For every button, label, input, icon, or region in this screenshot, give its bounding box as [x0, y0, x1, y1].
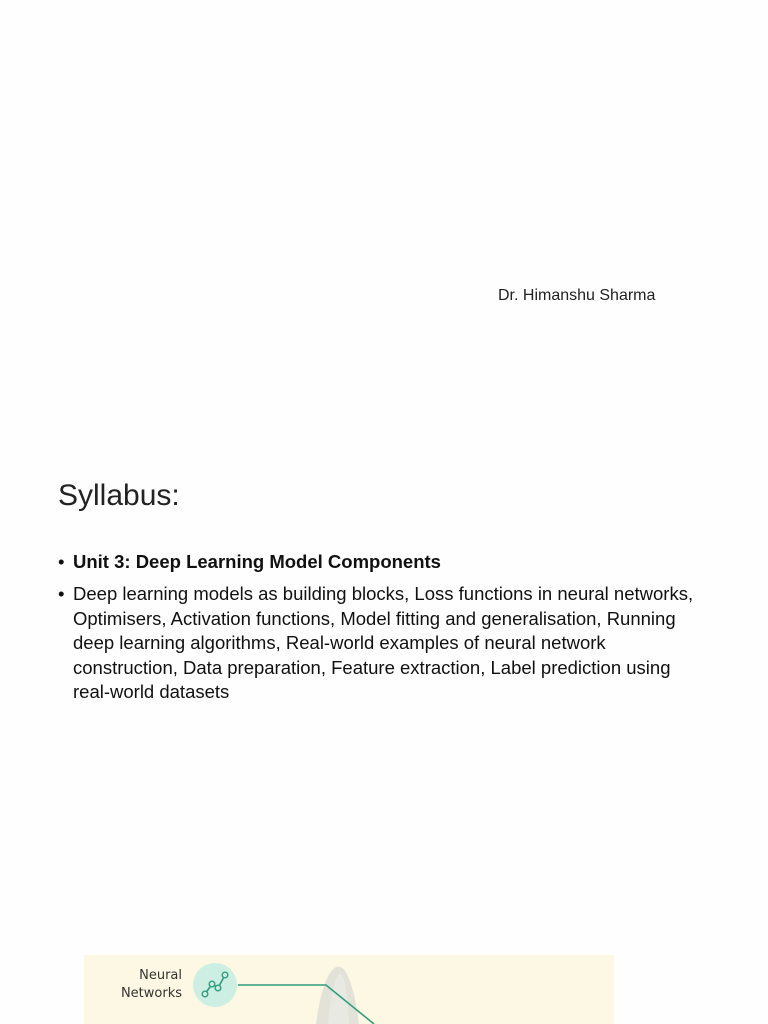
syllabus-heading: Syllabus:	[58, 479, 180, 512]
bullet-marker: •	[58, 551, 65, 572]
unit-topics: Deep learning models as building blocks, Loss functions in neural networks, Optimisers, Activation functions, Model fitting and generalisation, Running deep learning algorithms, Real-world examples of neural network construction, Data preparation, Feature extraction, Label prediction using real-world datasets	[73, 583, 694, 703]
figure-label-line: Neural	[139, 968, 182, 983]
bullet-marker: •	[58, 583, 65, 605]
list-item	[58, 582, 708, 704]
author-name: Dr. Himanshu Sharma	[498, 287, 656, 304]
neural-network-icon	[193, 963, 237, 1007]
list-item	[58, 550, 708, 574]
figure-label	[94, 967, 182, 1003]
neural-networks-figure	[84, 955, 614, 1024]
unit-title: Unit 3: Deep Learning Model Components	[73, 551, 441, 572]
figure-label-line: Networks	[120, 986, 182, 1001]
syllabus-list	[58, 550, 708, 712]
